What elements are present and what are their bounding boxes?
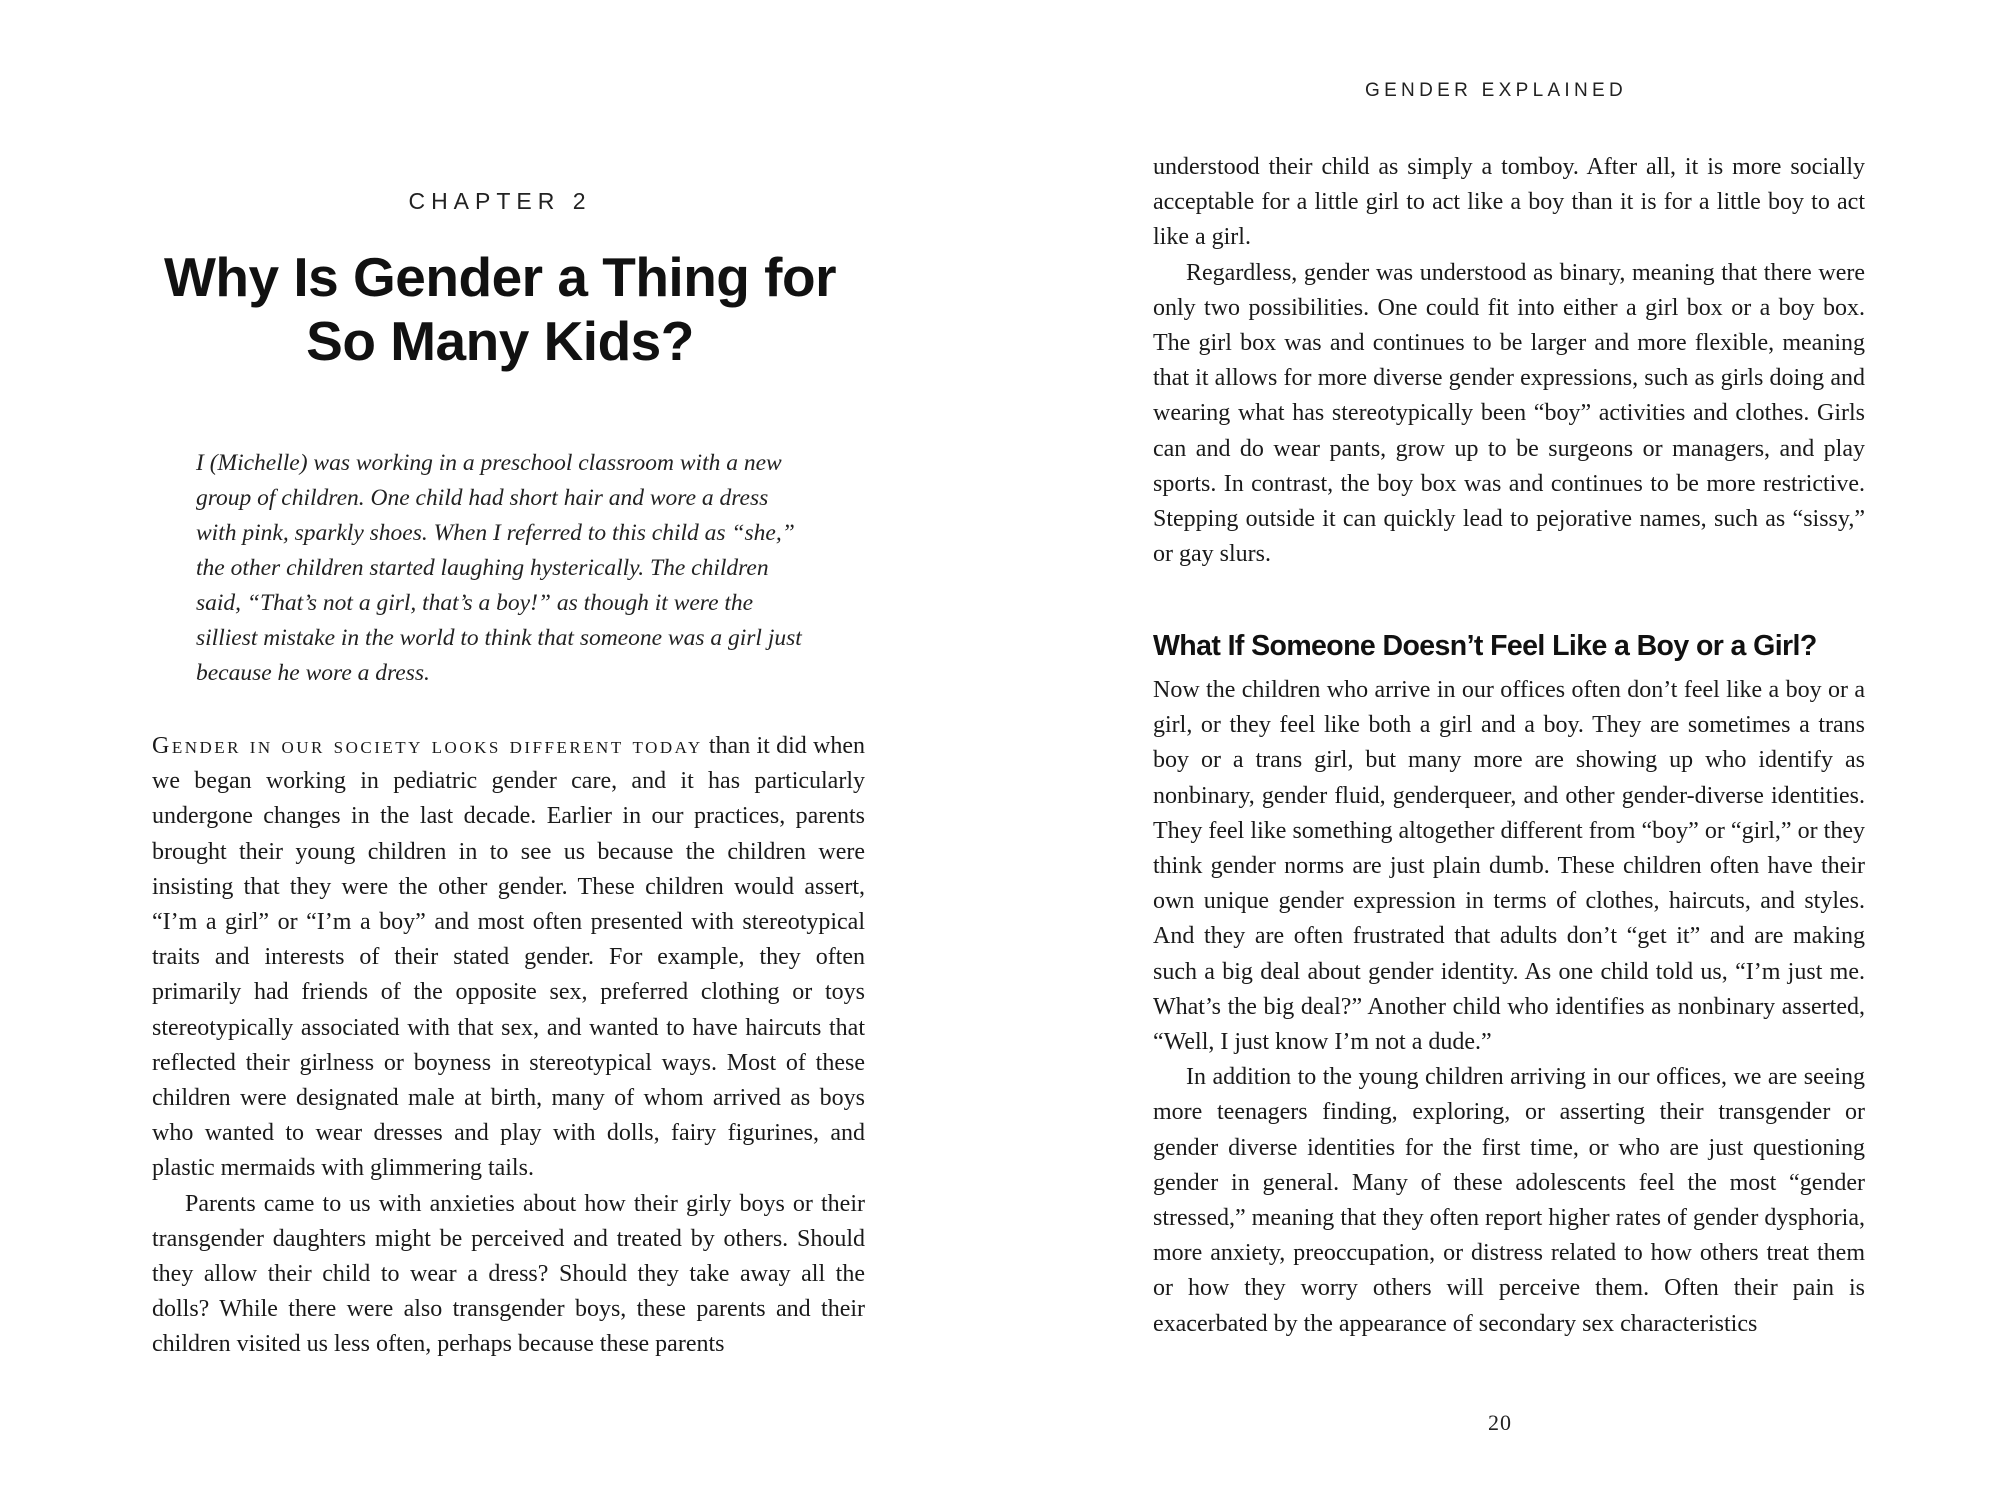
paragraph: Regardless, gender was understood as binary, meaning that there were only two possibilities. One could fit into either a girl box or a boy box. The girl box was and continues to be larger and more flexible, meaning that it allows for more diverse gender expressions, such as girls doing and wearing what has stereotypically been “boy” activities and clothes. Girls can and do wear pants, grow up to be surgeons or managers, and play sports. In contrast, the boy box was and continues to be more restrictive. Stepping outside it can quickly lead to pejorative names, such as “sissy,” or gay slurs. — [1153, 259, 1865, 568]
paragraph-lead-in: Gender in our society looks different today — [152, 733, 703, 759]
page-number: 20 — [1488, 1410, 1512, 1435]
paragraph: In addition to the young children arriving in our offices, we are seeing more teenagers finding, exploring, or asserting their transgender or gender diverse identities for the first time, or who are just questioning gender in general. Many of these adolescents feel the most “gender stressed,” meaning that they often report higher rates of gender dysphoria, more anxiety, preoccupation, or distress related to how others treat them or how they worry others will perceive them. Often their pain is exacerbated by the appearance of secondary sex characteristics — [1153, 1064, 1865, 1337]
paragraph — [152, 729, 865, 1187]
right-page — [1000, 0, 2000, 1500]
right-body-text-top — [1153, 150, 1865, 572]
chapter-title: Why Is Gender a Thing for So Many Kids? — [164, 246, 836, 372]
paragraph: Parents came to us with anxieties about how their girly boys or their transgender daughters might be perceived and treated by others. Should they allow their child to wear a dress? Should they take away all the dolls? While there were also transgender boys, these parents and their children visited us less often, perhaps because these parents — [152, 1190, 865, 1358]
section-heading: What If Someone Doesn’t Feel Like a Boy or a Girl? — [1153, 630, 1817, 662]
left-body-text — [152, 729, 865, 1363]
paragraph: Now the children who arrive in our offices often don’t feel like a boy or a girl, or they feel like both a girl and a boy. They are sometimes a trans boy or a trans girl, but many more are showing up who identify as nonbinary, gender fluid, genderqueer, and other gender-diverse identities. They feel like something altogether different from “boy” or “girl,” or they think gender norms are just plain dumb. These children often have their own unique gender expression in terms of clothes, haircuts, and styles. And they are often frustrated that adults don’t “get it” and are making such a big deal about gender identity. As one child told us, “I’m just me. What’s the big deal?” Another child who identifies as nonbinary asserted, “Well, I just know I’m not a dude.” — [1153, 677, 1865, 1056]
right-body-text-bottom — [1153, 673, 1865, 1342]
paragraph: understood their child as simply a tomboy. After all, it is more socially acceptable for a little girl to act like a boy than it is for a little boy to act like a girl. — [1153, 154, 1865, 251]
epigraph — [196, 446, 806, 691]
chapter-label: CHAPTER 2 — [408, 188, 592, 214]
running-head: GENDER EXPLAINED — [1365, 80, 1628, 101]
epigraph-text: I (Michelle) was working in a preschool classroom with a new group of children. One child had short hair and wore a dress with pink, sparkly shoes. When I referred to this child as “she,” the other children started laughing hysterically. The children said, “That’s not a girl, that’s a boy!” as though it were the silliest mistake in the world to think that someone was a girl just because he wore a dress. — [196, 450, 802, 686]
paragraph-text: than it did when we began working in pediatric gender care, and it has particularly undergone changes in the last decade. Earlier in our practices, parents brought their young children in to see us because the children were insisting that they were the other gender. These children would assert, “I’m a girl” or “I’m a boy” and most often presented with stereotypical traits and interests of their stated gender. For example, they often primarily had friends of the opposite sex, preferred clothing or toys stereotypically associated with that sex, and wanted to have haircuts that reflected their girlness or boyness in stereotypical ways. Most of these children were designated male at birth, many of whom arrived as boys who wanted to wear dresses and play with dolls, fairy figurines, and plastic mermaids with glimmering tails. — [152, 733, 866, 1182]
